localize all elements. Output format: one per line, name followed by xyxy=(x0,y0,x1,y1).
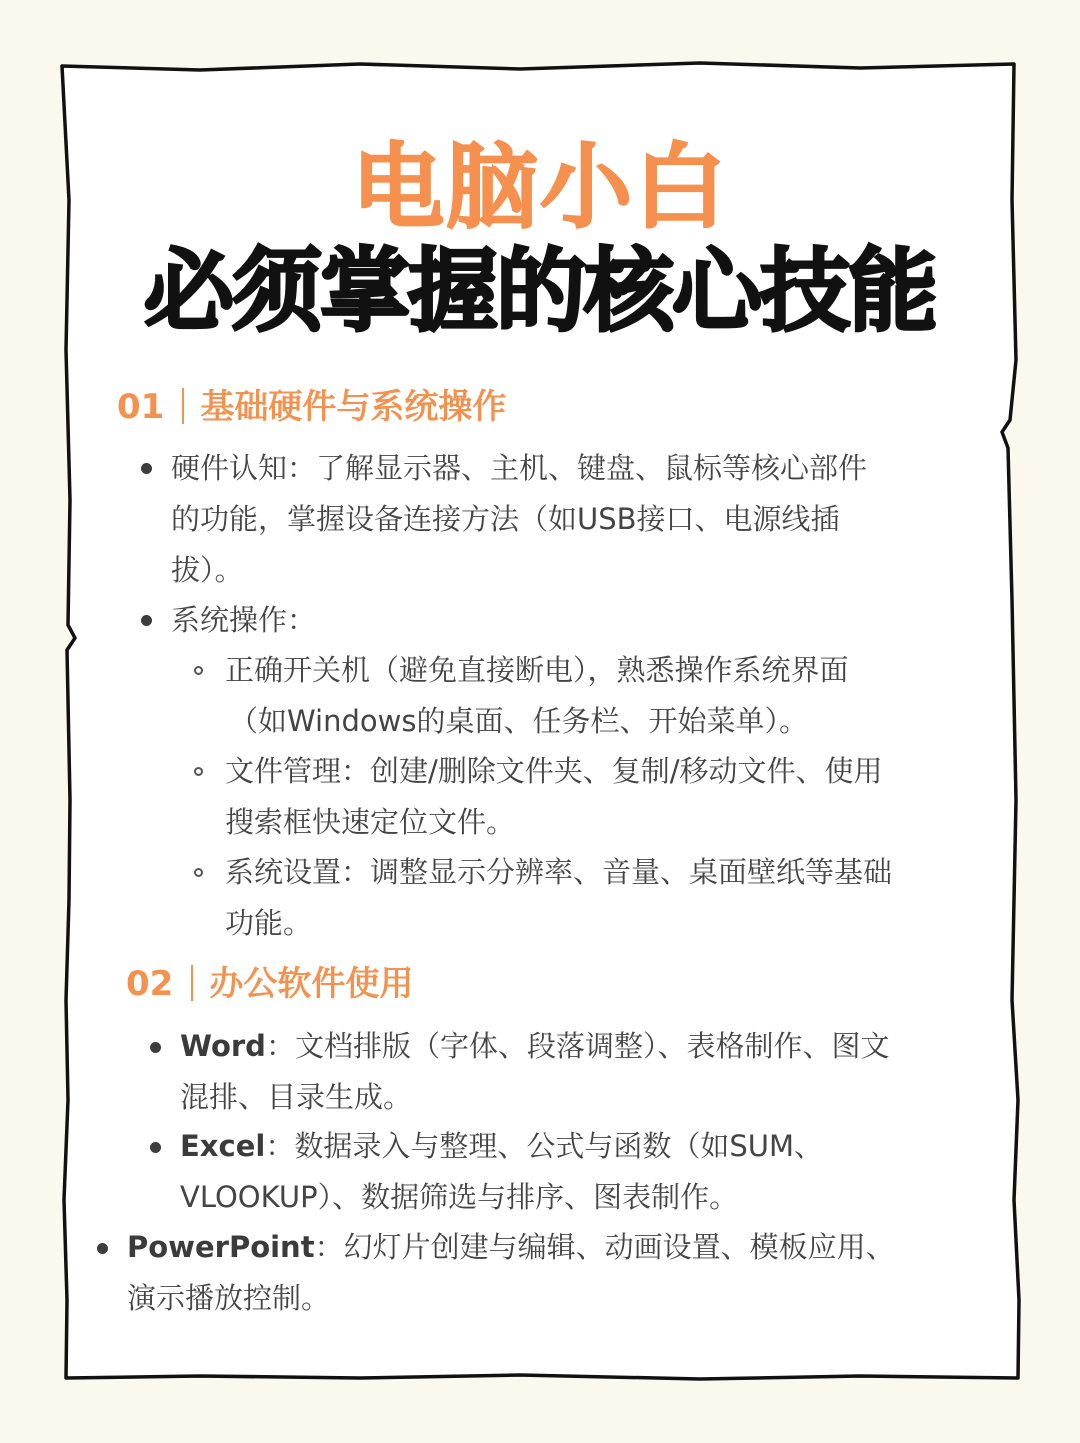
ring-bullet-icon xyxy=(194,666,203,675)
sub-item-power-line-1: 正确开关机（避免直接断电），熟悉操作系统界面 xyxy=(225,653,849,687)
list-item-system-ops xyxy=(171,595,316,646)
section-02-number: 02 xyxy=(126,964,174,1004)
bullet-icon xyxy=(150,1142,161,1153)
section-02-title: 办公软件使用 xyxy=(209,964,414,1004)
sub-item-files-line-1: 文件管理：创建/删除文件夹、复制/移动文件、使用 xyxy=(225,754,883,788)
sub-item-files xyxy=(225,746,883,848)
section-01-heading xyxy=(117,384,506,430)
sub-item-power xyxy=(225,645,849,747)
word-line-2: 混排、目录生成。 xyxy=(180,1080,413,1114)
section-01-divider xyxy=(182,388,184,424)
list-item-powerpoint xyxy=(127,1222,895,1324)
sub-item-power-line-2: （如Windows的桌面、任务栏、开始菜单）。 xyxy=(229,704,808,738)
sub-item-settings-line-1: 系统设置：调整显示分辨率、音量、桌面壁纸等基础 xyxy=(225,855,893,889)
list-item-word xyxy=(180,1021,889,1123)
word-line-1 xyxy=(180,1021,889,1072)
ring-bullet-icon xyxy=(194,767,203,776)
excel-label: Excel xyxy=(180,1129,266,1163)
hardware-line-3: 拔）。 xyxy=(171,553,244,587)
excel-desc: ：数据录入与整理、公式与函数（如SUM、 xyxy=(265,1129,823,1163)
sub-item-files-line-2: 搜索框快速定位文件。 xyxy=(225,805,516,839)
sub-item-settings xyxy=(225,847,892,949)
section-01-title: 基础硬件与系统操作 xyxy=(200,387,507,427)
word-desc: ：文档排版（字体、段落调整）、表格制作、图文 xyxy=(265,1029,890,1063)
title-line-2: 必须掌握的核心技能 xyxy=(144,239,936,344)
title-line-1: 电脑小白 xyxy=(351,134,728,241)
list-item-excel xyxy=(180,1121,823,1223)
powerpoint-label: PowerPoint xyxy=(127,1230,315,1264)
powerpoint-line-1 xyxy=(127,1222,895,1273)
system-ops-label: 系统操作： xyxy=(171,603,317,637)
powerpoint-line-2: 演示播放控制。 xyxy=(127,1281,331,1315)
excel-line-1 xyxy=(180,1121,823,1172)
word-label: Word xyxy=(180,1029,266,1063)
section-02-divider xyxy=(191,965,193,1001)
hardware-line-2: 的功能，掌握设备连接方法（如USB接口、电源线插 xyxy=(171,502,840,536)
bullet-icon xyxy=(150,1042,161,1053)
powerpoint-desc: ：幻灯片创建与编辑、动画设置、模板应用、 xyxy=(314,1230,895,1264)
sub-item-settings-line-2: 功能。 xyxy=(225,906,313,940)
section-02-heading xyxy=(126,961,413,1007)
bullet-icon xyxy=(141,463,152,474)
bullet-icon xyxy=(141,615,152,626)
excel-line-2: VLOOKUP）、数据筛选与排序、图表制作。 xyxy=(180,1180,739,1214)
section-01-number: 01 xyxy=(117,387,165,427)
list-item-hardware xyxy=(171,443,867,596)
ring-bullet-icon xyxy=(194,868,203,877)
bullet-icon xyxy=(97,1243,108,1254)
hardware-line-1: 硬件认知：了解显示器、主机、键盘、鼠标等核心部件 xyxy=(171,451,868,485)
